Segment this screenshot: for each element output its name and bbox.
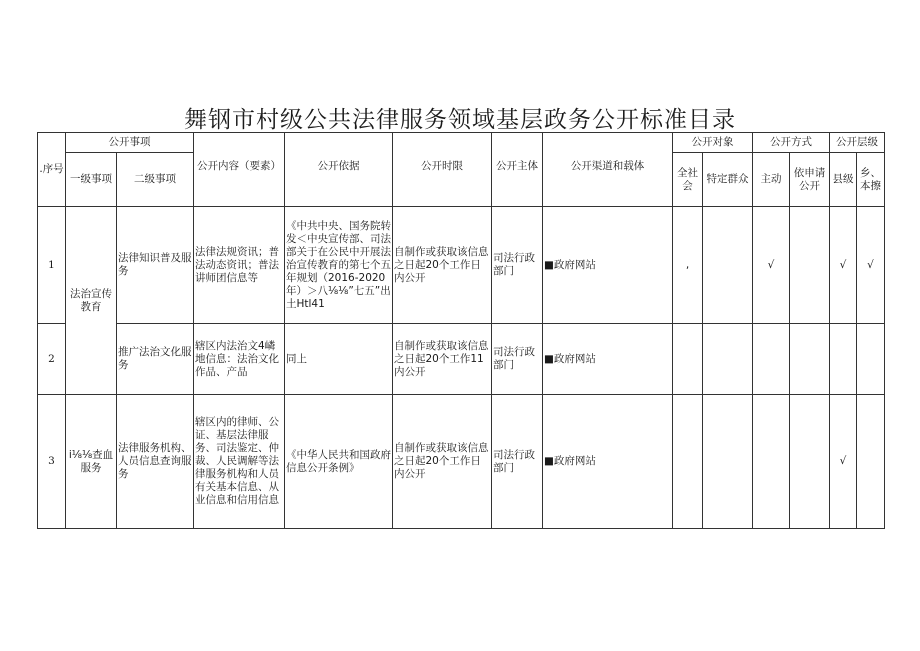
row-seq: 2: [38, 324, 66, 395]
row-target-group: [703, 324, 753, 395]
header-tier: 公开层级: [830, 133, 885, 153]
row-tier-town: √: [857, 207, 885, 324]
row-tier-town: [857, 324, 885, 395]
row-method-apply: [790, 324, 830, 395]
table-row: [38, 395, 885, 529]
row-deadline: 自制作或获取该信息之日起20个工作日内公开: [393, 207, 492, 324]
row-content: 辖区内的律师、公证、基层法律服务、司法鉴定、仲裁、人民调解等法律服务机构和人员有关基本信息、从业信息和信用信息: [194, 395, 285, 529]
row-seq: 3: [38, 395, 66, 529]
header-method-active: 主动: [753, 153, 790, 207]
header-row-top: [38, 133, 885, 153]
row-target-all: [673, 395, 703, 529]
row-channel: ■政府网站: [543, 207, 673, 324]
header-level2: 二级事项: [117, 153, 194, 207]
header-basis: 公开依据: [285, 133, 393, 207]
row-channel: ■政府网站: [543, 324, 673, 395]
row-level1: i⅛⅛查血服务: [66, 395, 117, 529]
header-content: 公开内容（要素）: [194, 133, 285, 207]
row-level1: 法治宣传教育: [66, 207, 117, 395]
row-tier-county: [830, 324, 857, 395]
row-level2: 法律服务机构、人员信息查询服务: [117, 395, 194, 529]
row-level2: 推广法治文化服务: [117, 324, 194, 395]
header-level1: 一级事项: [66, 153, 117, 207]
row-basis: 《中华人民共和国政府信息公开条例》: [285, 395, 393, 529]
row-method-apply: [790, 395, 830, 529]
header-matter: 公开事项: [66, 133, 194, 153]
row-method-apply: [790, 207, 830, 324]
row-tier-county: √: [830, 395, 857, 529]
row-channel: ■政府网站: [543, 395, 673, 529]
row-target-all: ,: [673, 207, 703, 324]
row-subject: 司法行政部门: [492, 207, 543, 324]
header-method: 公开方式: [753, 133, 830, 153]
row-method-active: [753, 395, 790, 529]
catalog-table: [37, 132, 885, 529]
header-subject: 公开主体: [492, 133, 543, 207]
row-deadline: 自制作或获取该信息之日起20个工作日内公开: [393, 395, 492, 529]
row-content: 法律法规资讯；普法动态资讯；普法讲师团信息等: [194, 207, 285, 324]
row-deadline: 自制作或获取该信息之日起20个工作11内公开: [393, 324, 492, 395]
table-row: [38, 207, 885, 324]
row-seq: 1: [38, 207, 66, 324]
row-content: 辖区内法治文4嶙地信息：法治文化作品、产品: [194, 324, 285, 395]
header-target: 公开对象: [673, 133, 753, 153]
header-target-all: 全社会: [673, 153, 703, 207]
row-level2: 法律知识普及服务: [117, 207, 194, 324]
row-target-group: [703, 207, 753, 324]
row-subject: 司法行政部门: [492, 324, 543, 395]
row-tier-county: √: [830, 207, 857, 324]
header-method-apply: 依申请公开: [790, 153, 830, 207]
header-deadline: 公开时限: [393, 133, 492, 207]
header-seq: .序号: [38, 133, 66, 207]
row-target-all: [673, 324, 703, 395]
row-method-active: √: [753, 207, 790, 324]
row-basis: 《中共中央、国务院转发＜中央宣传部、司法部关于在公民中开展法治宣传教育的第七个五年规划（2016-2020年）＞八⅛⅛”七五”出土Htl41: [285, 207, 393, 324]
row-target-group: [703, 395, 753, 529]
table-row: [38, 324, 885, 395]
row-tier-town: [857, 395, 885, 529]
header-target-group: 特定群众: [703, 153, 753, 207]
row-subject: 司法行政部门: [492, 395, 543, 529]
page-title: 舞钢市村级公共法律服务领域基层政务公开标准目录: [184, 107, 736, 133]
header-tier-county: 县级: [830, 153, 857, 207]
row-method-active: [753, 324, 790, 395]
header-tier-town: 乡、本擦: [857, 153, 885, 207]
header-channel: 公开渠道和载体: [543, 133, 673, 207]
row-basis: 同上: [285, 324, 393, 395]
